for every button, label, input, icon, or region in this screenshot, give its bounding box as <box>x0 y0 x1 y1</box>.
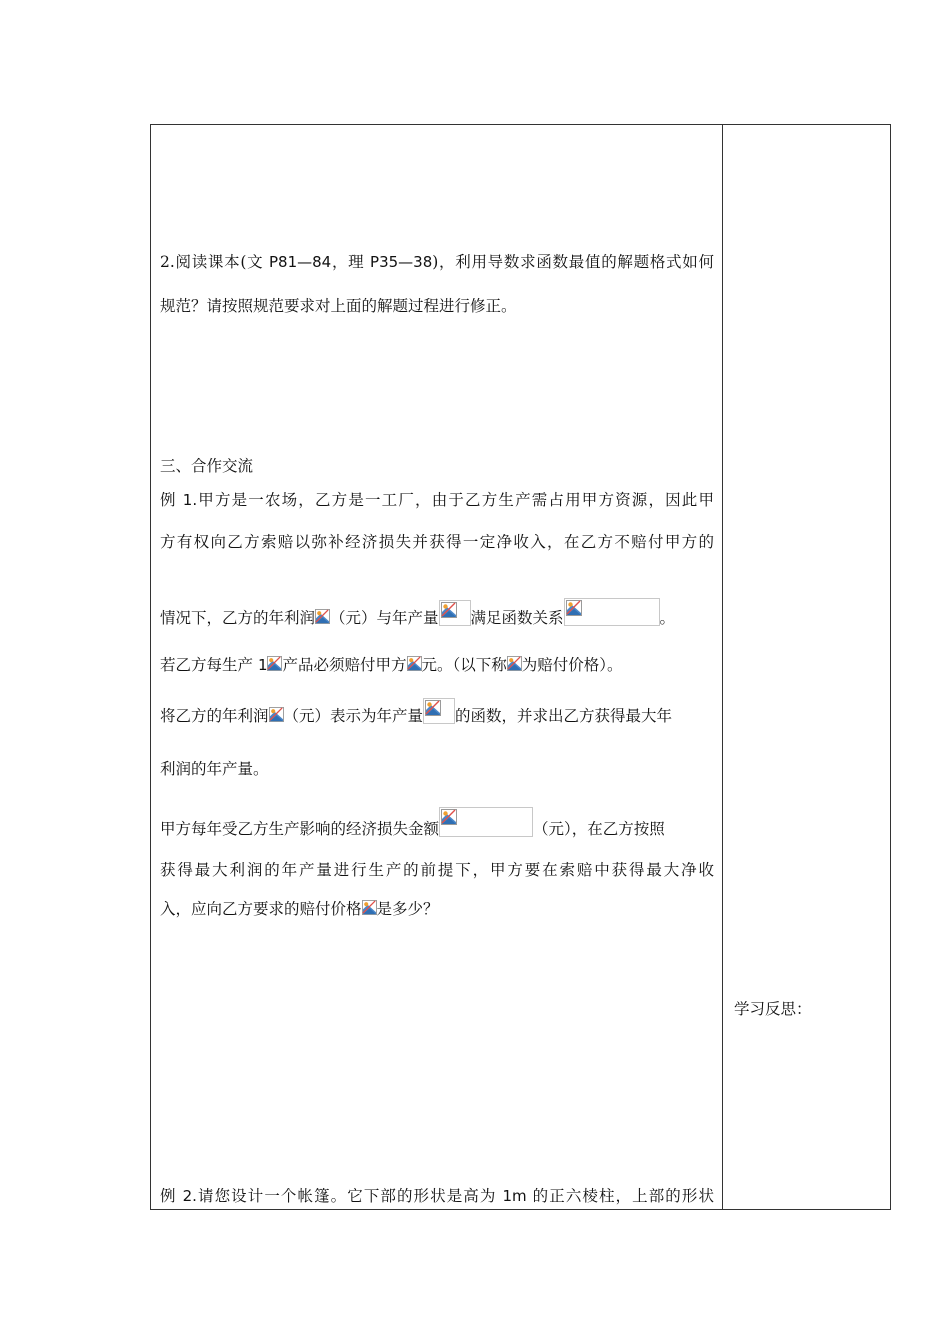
column-divider <box>722 124 723 1210</box>
formula-image-icon <box>267 656 282 673</box>
formula-image-icon <box>269 707 284 724</box>
example-text: 将乙方的年利润 <box>160 707 269 725</box>
example-text: 元。（以下称 <box>421 656 507 674</box>
example1-line-5 <box>160 698 672 726</box>
example-text: 是多少？ <box>376 900 439 918</box>
formula-image-icon <box>407 656 422 673</box>
example-text: 甲方是一农场，乙方是一工厂，由于乙方生产需占用甲方资源，因此甲 <box>197 491 714 509</box>
formula-image-icon <box>507 656 522 673</box>
example1-line-3 <box>160 598 675 628</box>
formula-image-icon <box>439 600 471 626</box>
example1-line-2: 方有权向乙方索赔以弥补经济损失并获得一定净收入，在乙方不赔付甲方的 <box>160 533 714 551</box>
example-number: 1 <box>257 656 268 674</box>
example-text: 的函数，并求出乙方获得最大年 <box>455 707 673 725</box>
example1-line-8: 获得最大利润的年产量进行生产的前提下，甲方要在索赔中获得最大净收 <box>160 861 714 879</box>
example-text: 产品必须赔付甲方 <box>282 656 407 674</box>
reading-text: ，理 <box>331 253 371 271</box>
example-text: 情况下，乙方的年利润 <box>160 609 316 627</box>
reading-text: )，利用导数求函数最值的解题格式如何 <box>432 253 714 271</box>
formula-image-icon <box>423 698 455 724</box>
example-text: （元）与年产量 <box>330 609 439 627</box>
reflection-label: 学习反思： <box>734 1000 812 1018</box>
example-text: 甲方每年受乙方生产影响的经济损失金额 <box>160 820 440 838</box>
reading-text: 2.阅读课本(文 <box>160 253 269 271</box>
example-text: （元）表示为年产量 <box>283 707 424 725</box>
example1-line-6: 利润的年产量。 <box>160 760 269 778</box>
example-text: 若乙方每生产 <box>160 656 258 674</box>
example-number: 2. <box>182 1187 197 1205</box>
example-label: 例 <box>160 491 183 509</box>
example1-line-4 <box>160 655 623 675</box>
example-text: （元），在乙方按照 <box>533 820 665 838</box>
formula-image-icon <box>564 598 660 626</box>
example-label: 例 <box>160 1187 183 1205</box>
page-range-li: P35—38 <box>370 253 433 271</box>
reading-line-1 <box>160 252 714 272</box>
formula-image-icon <box>315 609 330 626</box>
example1-line-7 <box>160 807 665 839</box>
example1-line-1 <box>160 490 714 510</box>
example-text: 满足函数关系 <box>470 609 564 627</box>
example-text: 为赔付价格）。 <box>521 656 623 674</box>
formula-image-icon <box>362 900 377 917</box>
reading-line-2: 规范？请按照规范要求对上面的解题过程进行修正。 <box>160 297 517 315</box>
example-number: 1. <box>182 491 198 509</box>
example-text: 的正六棱柱，上部的形状 <box>526 1187 714 1205</box>
page-range-wen: P81—84 <box>269 253 332 271</box>
example2-line-1 <box>160 1186 714 1206</box>
formula-image-icon <box>439 807 533 837</box>
example-text: 请您设计一个帐篷。它下部的形状是高为 <box>196 1187 503 1205</box>
example-text: 。 <box>659 609 676 627</box>
example1-line-9 <box>160 899 439 919</box>
example-text: 入，应向乙方要求的赔付价格 <box>160 900 362 918</box>
section-heading: 三、合作交流 <box>160 457 254 475</box>
unit-text: 1m <box>502 1187 527 1205</box>
